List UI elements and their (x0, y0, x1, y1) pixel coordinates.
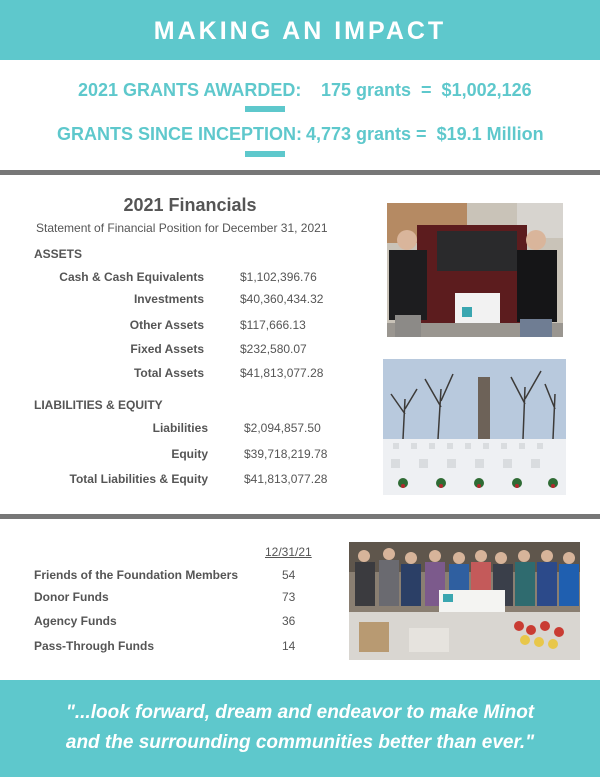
asset-value: $232,580.07 (240, 342, 307, 356)
asset-value: $117,666.13 (240, 318, 306, 332)
liabilities-heading: LIABILITIES & EQUITY (34, 398, 163, 412)
total-liabilities-value: $41,813,077.28 (244, 472, 328, 486)
grants-2021-label: 2021 GRANTS AWARDED: (78, 80, 302, 100)
equity-value: $39,718,219.78 (244, 447, 328, 461)
fund-label: Pass-Through Funds (34, 639, 154, 653)
asset-label: Cash & Cash Equivalents (59, 270, 204, 284)
photo-winter-cemetery (383, 359, 566, 495)
liability-label: Liabilities (152, 421, 208, 435)
page-title: MAKING AN IMPACT (153, 17, 447, 45)
photo-group-check (349, 542, 580, 660)
assets-heading: ASSETS (34, 247, 83, 261)
photo-vehicle-donation (387, 203, 563, 337)
grants-inception-value: 4,773 grants = $19.1 Million (306, 124, 544, 144)
fund-value: 73 (282, 590, 296, 604)
asset-label: Fixed Assets (130, 342, 204, 356)
funds-date-header: 12/31/21 (265, 545, 312, 559)
fund-value: 14 (282, 639, 296, 653)
section-divider (0, 514, 600, 519)
quote-line-2: and the surrounding communities better than ever." (65, 732, 535, 753)
total-assets-value: $41,813,077.28 (240, 366, 324, 380)
asset-label: Other Assets (129, 318, 204, 332)
total-assets-label: Total Assets (133, 366, 204, 380)
accent-bar (245, 151, 285, 157)
fund-value: 36 (282, 614, 296, 628)
fund-label: Donor Funds (34, 590, 109, 604)
quote-line-1: "...look forward, dream and endeavor to make Minot (65, 702, 535, 723)
header-banner (0, 0, 600, 60)
asset-label: Investments (133, 292, 204, 306)
grants-inception-label: GRANTS SINCE INCEPTION: (57, 124, 303, 144)
asset-value: $40,360,434.32 (240, 292, 324, 306)
quote-banner (0, 680, 600, 777)
liability-value: $2,094,857.50 (244, 421, 321, 435)
asset-value: $1,102,396.76 (240, 270, 317, 284)
total-liabilities-label: Total Liabilities & Equity (69, 472, 208, 486)
section-divider (0, 170, 600, 175)
fund-label: Friends of the Foundation Members (34, 568, 239, 582)
equity-label: Equity (171, 447, 208, 461)
financials-title: 2021 Financials (123, 195, 257, 215)
fund-label: Agency Funds (34, 614, 117, 628)
financials-subtitle: Statement of Financial Position for December 31, 2021 (36, 221, 328, 235)
grants-2021-value: 175 grants = $1,002,126 (321, 80, 532, 100)
fund-value: 54 (282, 568, 296, 582)
accent-bar (245, 106, 285, 112)
